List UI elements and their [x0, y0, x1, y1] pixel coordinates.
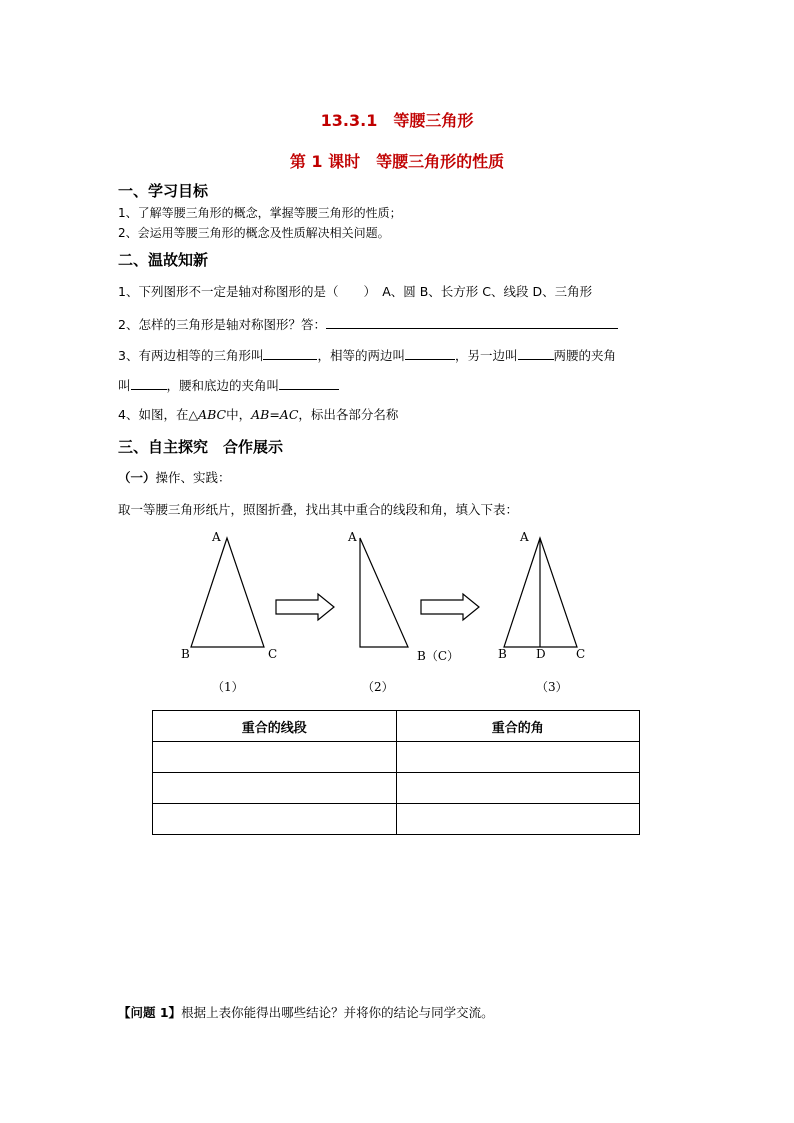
q3-part-e: 叫 [118, 378, 131, 393]
q3-part-b: ，相等的两边叫 [317, 348, 405, 363]
table-row [153, 804, 640, 835]
table-cell[interactable] [153, 804, 397, 835]
arrow-right-icon [276, 594, 334, 620]
fig3-label-C: C [576, 647, 586, 661]
q4-equality: AB=AC [251, 407, 299, 422]
page-title: 13.3.1 等腰三角形 [320, 111, 474, 130]
lesson-subtitle: 第 1 课时 等腰三角形的性质 [289, 152, 505, 171]
fig1-label-A: A [212, 530, 221, 544]
answer-blank-3a[interactable] [263, 345, 317, 360]
explore-subheading-number: （一） [118, 470, 156, 485]
goal-item-1: 1、了解等腰三角形的概念，掌握等腰三角形的性质； [118, 206, 402, 220]
answer-blank-3e[interactable] [279, 375, 339, 390]
explore-instruction: 取一等腰三角形纸片，照图折叠，找出其中重合的线段和角，填入下表： [118, 502, 519, 517]
fig3-label-A: A [520, 530, 529, 544]
q3-part-f: ，腰和底边的夹角叫 [166, 378, 280, 393]
table-header-segments: 重合的线段 [153, 711, 397, 742]
fig1-label-B: B [181, 647, 190, 661]
table-header-row [153, 711, 640, 742]
review-question-2 [118, 314, 618, 333]
table-cell[interactable] [153, 742, 397, 773]
fig2-caption: （2） [362, 680, 394, 694]
fig2-label-A: A [348, 530, 357, 544]
fig1-label-C: C [268, 647, 278, 661]
explore-subheading [118, 468, 231, 486]
table-row [153, 742, 640, 773]
question-1-text: 根据上表你能得出哪些结论？并将你的结论与同学交流。 [181, 1005, 494, 1020]
section-heading-review: 二、温故知新 [118, 251, 209, 269]
question-1-tag: 【问题 1】 [118, 1005, 182, 1020]
q4-triangle-name: ABC [198, 407, 227, 422]
review-question-3 [118, 345, 616, 364]
fig2-label-BC: B（C） [417, 649, 460, 663]
answer-blank-3c[interactable] [518, 345, 554, 360]
triangle-2-folded [360, 538, 408, 647]
fig3-label-D: D [536, 647, 546, 661]
table-cell[interactable] [396, 742, 640, 773]
question-1 [118, 1003, 494, 1021]
q4-mid: 中， [226, 407, 252, 422]
q4-suffix: ，标出各部分名称 [298, 407, 399, 422]
answer-blank-3b[interactable] [405, 345, 455, 360]
table-cell[interactable] [396, 773, 640, 804]
answer-blank-3d[interactable] [131, 375, 167, 390]
review-question-1: 1、下列图形不一定是轴对称图形的是（ ） A、圆 B、长方形 C、线段 D、三角形 [118, 284, 593, 299]
section-heading-explore: 三、自主探究 合作展示 [118, 438, 284, 456]
table-header-angles: 重合的角 [396, 711, 640, 742]
folding-figures [0, 530, 794, 700]
table-cell[interactable] [153, 773, 397, 804]
table-row [153, 773, 640, 804]
fig3-label-B: B [498, 647, 507, 661]
explore-subheading-text: 操作、实践： [155, 470, 231, 485]
fig1-caption: （1） [212, 680, 244, 694]
triangle-1 [191, 538, 264, 647]
q3-part-d: 两腰的夹角 [553, 348, 617, 363]
q3-part-a: 3、有两边相等的三角形叫 [118, 348, 264, 363]
answer-blank-2[interactable] [326, 314, 618, 329]
q4-prefix: 4、如图，在△ [118, 407, 199, 422]
overlap-table [152, 710, 640, 835]
review-question-3-line2 [118, 375, 339, 394]
goal-item-2: 2、会运用等腰三角形的概念及性质解决相关问题。 [118, 226, 390, 240]
section-heading-goals: 一、学习目标 [118, 182, 209, 200]
table-cell[interactable] [396, 804, 640, 835]
q3-part-c: ，另一边叫 [454, 348, 518, 363]
review-question-4 [118, 405, 398, 423]
review-question-2-text: 2、怎样的三角形是轴对称图形？答： [118, 317, 326, 332]
arrow-right-icon [421, 594, 479, 620]
fig3-caption: （3） [536, 680, 568, 694]
